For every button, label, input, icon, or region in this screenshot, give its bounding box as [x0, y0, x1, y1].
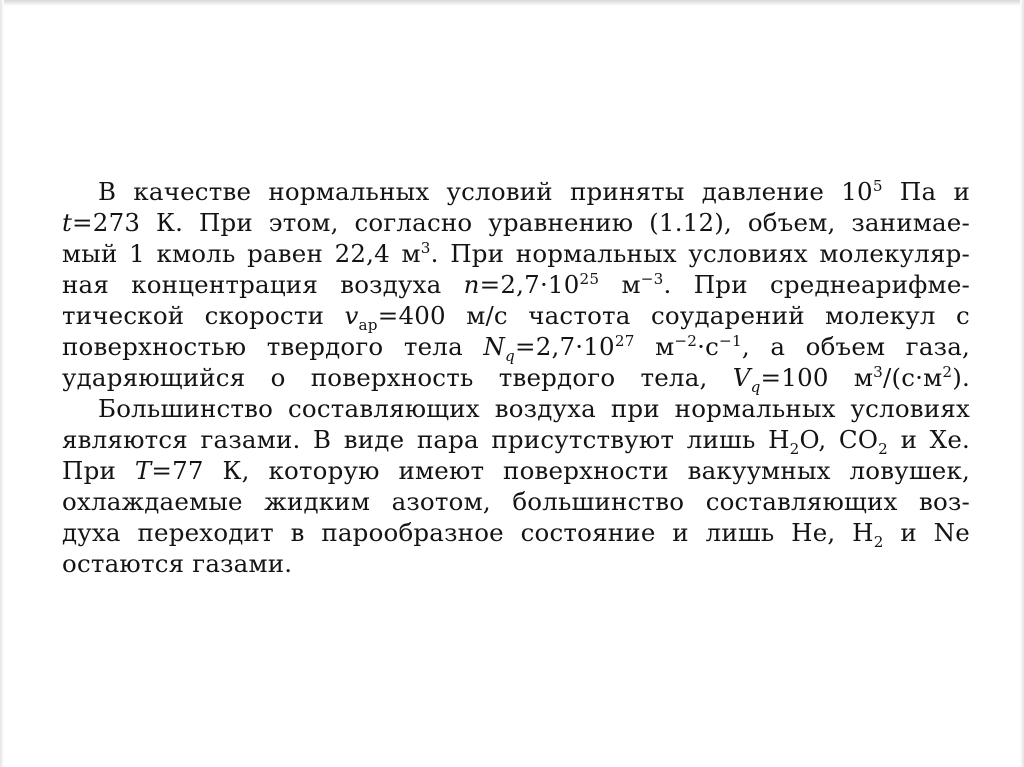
paragraph2-line4	[62, 486, 970, 517]
paragraph2-line1	[62, 393, 970, 424]
variable-v: v	[344, 301, 359, 330]
variable-T: T	[134, 456, 152, 485]
paragraph1-line5	[62, 300, 970, 334]
paragraph1-line4	[62, 269, 970, 300]
variable-V: V	[732, 363, 751, 392]
right-edge-shadow	[1020, 0, 1024, 767]
paragraph2-line2	[62, 424, 970, 458]
text-fragment: ударяющийся о поверхность твердого тела,	[62, 363, 733, 392]
subscript: 2	[878, 439, 889, 458]
left-edge-shadow	[0, 0, 4, 767]
subscript: 2	[873, 532, 884, 551]
superscript: 25	[579, 269, 600, 288]
text-fragment: охлаждаемые жидким азотом, большинство составляющих воз-	[62, 487, 970, 516]
subscript: q	[505, 346, 515, 365]
text-fragment: Большинство составляющих воздуха при нормальных условиях	[98, 394, 970, 423]
subscript: ар	[358, 315, 378, 334]
text-fragment: O, CO	[799, 425, 879, 454]
text-fragment: мый 1 кмоль равен 22,4 м	[62, 239, 421, 268]
text-fragment: /(с·м	[882, 363, 943, 392]
text-fragment: духа переходит в парообразное состояние и лишь He, H	[62, 518, 874, 547]
text-fragment: , а объем газа,	[741, 332, 970, 361]
superscript: −2	[674, 331, 698, 350]
text-fragment: =273 К. При этом, согласно уравнению (1.12), объем, занимае-	[72, 208, 970, 237]
text-fragment: =2,7·10	[479, 270, 580, 299]
paragraph2-line6	[62, 548, 970, 579]
text-fragment: В качестве нормальных условий приняты давление 10	[98, 177, 873, 206]
text-fragment: =400 м/с частота соударений молекул с	[377, 301, 970, 330]
text-fragment: ).	[952, 363, 970, 392]
subscript: 2	[789, 439, 800, 458]
text-fragment: и Xe.	[888, 425, 970, 454]
paragraph1-line1	[62, 176, 970, 207]
text-fragment: =77 К, которую имеют поверхности вакуумных ловушек,	[151, 456, 971, 485]
paragraph1-line7	[62, 362, 970, 396]
subscript: q	[750, 377, 761, 396]
superscript: 3	[420, 238, 431, 257]
superscript: −1	[719, 331, 742, 350]
text-fragment: являются газами. В виде пара присутствуют лишь H	[62, 425, 790, 454]
text-fragment: ная концентрация воздуха	[62, 270, 464, 299]
top-edge-shadow	[0, 0, 1024, 6]
paragraph2-line3	[62, 455, 970, 486]
superscript: −3	[640, 269, 664, 288]
text-fragment: остаются газами.	[62, 549, 293, 578]
paragraph1-line3	[62, 238, 970, 269]
variable-N: N	[483, 332, 506, 361]
paragraph2-line5	[62, 517, 970, 551]
superscript: 27	[614, 331, 635, 350]
paragraph1-line6	[62, 331, 970, 365]
text-fragment: м	[599, 270, 641, 299]
scanned-text-block	[62, 176, 970, 579]
paragraph1-line2	[62, 207, 970, 238]
text-fragment: =100 м	[760, 363, 874, 392]
text-fragment: и Ne	[883, 518, 970, 547]
variable-t: t	[62, 208, 73, 237]
text-fragment: . При среднеарифме-	[663, 270, 970, 299]
text-fragment: ·с	[697, 332, 720, 361]
text-fragment: м	[634, 332, 675, 361]
variable-n: n	[463, 270, 480, 299]
text-fragment: Па и	[882, 177, 970, 206]
text-fragment: При	[62, 456, 135, 485]
text-fragment: =2,7·10	[514, 332, 615, 361]
text-fragment: . При нормальных условиях молекуляр-	[430, 239, 970, 268]
superscript: 2	[942, 362, 953, 381]
superscript: 3	[873, 362, 883, 381]
superscript: 5	[872, 176, 883, 195]
text-fragment: поверхностью твердого тела	[62, 332, 484, 361]
text-fragment: тической скорости	[62, 301, 345, 330]
